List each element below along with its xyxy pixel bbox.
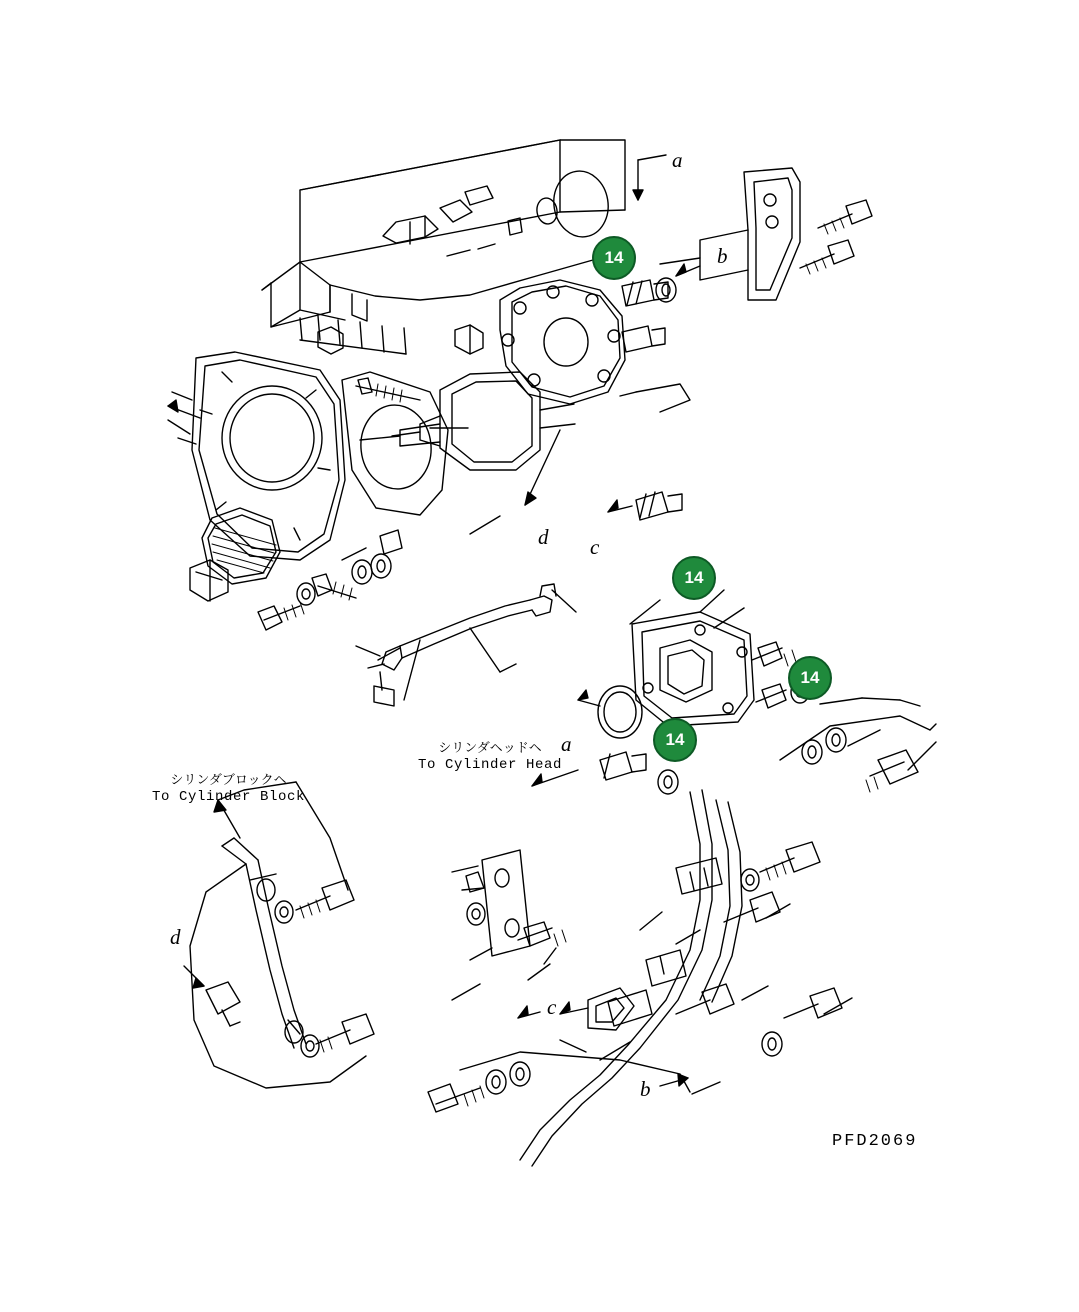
reference-letter-b-top: b bbox=[717, 244, 728, 268]
callout-label: 14 bbox=[604, 248, 624, 267]
figure-code: PFD2069 bbox=[832, 1132, 918, 1151]
callout-14-a[interactable] bbox=[592, 236, 636, 280]
callout-label: 14 bbox=[684, 568, 704, 587]
reference-letter-d-lower: d bbox=[170, 925, 181, 949]
reference-letter-b-lower: b bbox=[640, 1077, 651, 1101]
note-to-cylinder-block bbox=[152, 772, 305, 806]
callout-label: 14 bbox=[800, 668, 820, 687]
note-to-cylinder-head bbox=[418, 740, 562, 774]
callout-label: 14 bbox=[665, 730, 685, 749]
reference-letter-c-lower: c bbox=[547, 995, 557, 1019]
callout-14-right[interactable] bbox=[788, 656, 832, 700]
reference-letter-d-mid: d bbox=[538, 525, 549, 549]
callout-14-lower[interactable] bbox=[653, 718, 697, 762]
note-en-text: To Cylinder Head bbox=[418, 757, 563, 773]
note-en-text: To Cylinder Block bbox=[152, 789, 306, 805]
callout-14-c[interactable] bbox=[672, 556, 716, 600]
reference-letter-a-cover: a bbox=[561, 732, 572, 756]
reference-letter-c-mid: c bbox=[590, 535, 600, 559]
reference-letter-a-top: a bbox=[672, 148, 683, 172]
note-jp-text: シリンダヘッドヘ bbox=[438, 741, 542, 756]
note-jp-text: シリンダブロックヘ bbox=[170, 773, 287, 788]
